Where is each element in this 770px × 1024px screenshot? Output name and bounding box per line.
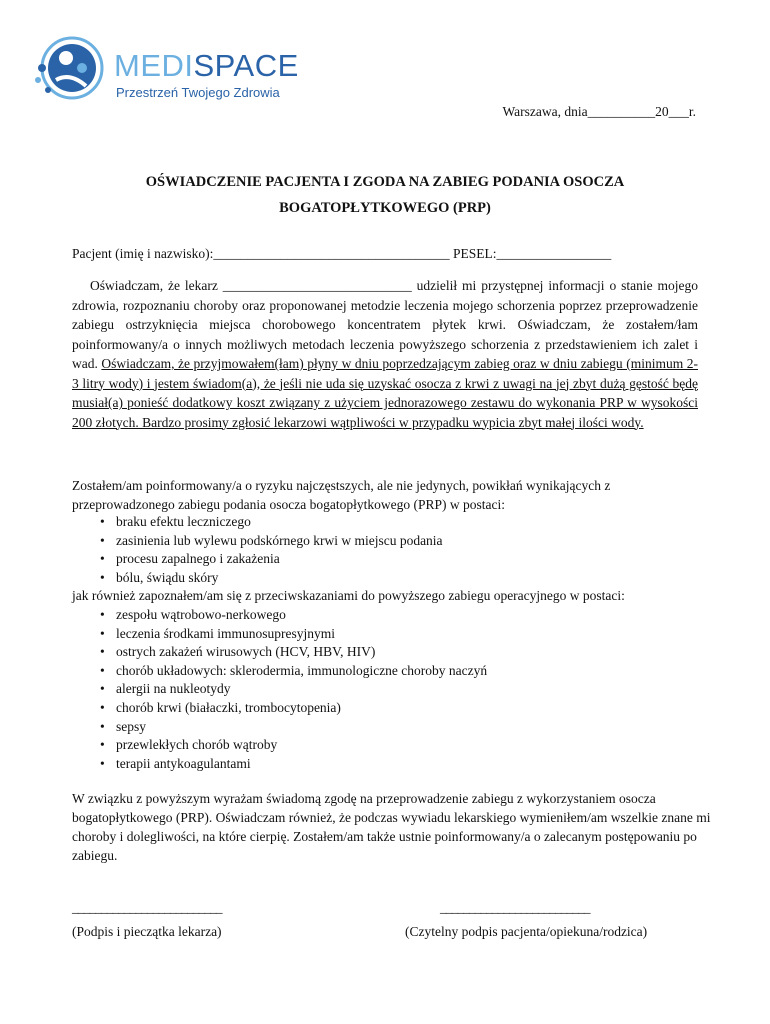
patient-info-line: Pacjent (imię i nazwisko):___________________________________ PESEL:_________________ bbox=[72, 246, 612, 261]
bullet-icon: • bbox=[100, 569, 105, 585]
bullet-icon: • bbox=[100, 551, 105, 567]
bullet-icon: • bbox=[100, 681, 105, 697]
list-item: • zasinienia lub wylewu podskórnego krwi w miejscu podania bbox=[72, 532, 443, 551]
bullet-icon: • bbox=[100, 737, 105, 753]
fluid-intake-statement: Oświadczam, że przyjmowałem(łam) płyny w dniu poprzedzającym zabieg oraz w dniu zabiegu (minimum 2-3 litry wody) i jestem świadom(a), że jeśli nie uda się uzyskać osocza z krwi z uwagi na jej zbyt dużą gęstość będę musiał(a) ponieść dodatkowy koszt związany z użyciem jednorazowego zestawu do wykonania PRP w wysokości 200 złotych. Bardzo prosimy zgłosić lekarzowi wątpliwości w przypadku wypicia zbyt małej ilości wody. bbox=[72, 356, 698, 430]
patient-signature-line: __________________________ bbox=[440, 900, 590, 915]
list-item: • zespołu wątrobowo-nerkowego bbox=[72, 606, 487, 625]
bullet-icon: • bbox=[100, 625, 105, 641]
list-item: • bólu, świądu skóry bbox=[72, 569, 443, 588]
list-item: • terapii antykoagulantami bbox=[72, 755, 487, 774]
brand-name bbox=[114, 50, 299, 81]
bullet-icon: • bbox=[100, 514, 105, 529]
list-item: • sepsy bbox=[72, 718, 487, 737]
bullet-icon: • bbox=[100, 755, 105, 771]
medispace-logo bbox=[30, 28, 299, 108]
list-item: • ostrych zakażeń wirusowych (HCV, HBV, HIV) bbox=[72, 643, 487, 662]
doctor-signature-line: __________________________ bbox=[72, 900, 222, 915]
brand-name-part1: MEDI bbox=[114, 48, 194, 83]
list-item: • braku efektu leczniczego bbox=[72, 513, 443, 532]
brand-name-part2: SPACE bbox=[193, 48, 299, 83]
document-title-line2: BOGATOPŁYTKOWEGO (PRP) bbox=[279, 200, 491, 216]
list-item: • chorób krwi (białaczki, trombocytopenia) bbox=[72, 699, 487, 718]
contraindications-intro: jak również zapoznałem/am się z przeciwskazaniami do powyższego zabiegu operacyjnego w postaci: bbox=[72, 588, 625, 603]
bullet-icon: • bbox=[100, 699, 105, 715]
consent-paragraph: W związku z powyższym wyrażam świadomą zgodę na przeprowadzenie zabiegu z wykorzystaniem osocza bogatopłytkowego (PRP). Oświadczam również, że podczas wywiadu lekarskiego wymieniłem/am wszelkie znane mi choroby i dolegliwości, na które cierpię. Zostałem/am także ustnie poinformowany/a o zalecanym postępowaniu po zabiegu. bbox=[72, 791, 711, 863]
list-item: • procesu zapalnego i zakażenia bbox=[72, 550, 443, 569]
list-item: • przewlekłych chorób wątroby bbox=[72, 736, 487, 755]
bullet-icon: • bbox=[100, 718, 105, 734]
doctor-statement-paragraph bbox=[72, 276, 698, 432]
place-date-line: Warszawa, dnia__________20___r. bbox=[502, 104, 696, 119]
list-item: • leczenia środkami immunosupresyjnymi bbox=[72, 625, 487, 644]
doctor-signature-label: (Podpis i pieczątka lekarza) bbox=[72, 924, 222, 939]
bullet-icon: • bbox=[100, 532, 105, 548]
contraindications-list bbox=[72, 606, 487, 773]
bullet-icon: • bbox=[100, 662, 105, 678]
brand-tagline: Przestrzeń Twojego Zdrowia bbox=[116, 85, 280, 100]
patient-signature-label: (Czytelny podpis pacjenta/opiekuna/rodzica) bbox=[405, 924, 648, 939]
list-item: • alergii na nukleotydy bbox=[72, 680, 487, 699]
document-title-line1: OŚWIADCZENIE PACJENTA I ZGODA NA ZABIEG PODANIA OSOCZA bbox=[145, 174, 625, 190]
medispace-logo-icon bbox=[30, 28, 110, 108]
list-item: • chorób układowych: sklerodermia, immunologiczne choroby naczyń bbox=[72, 662, 487, 681]
bullet-icon: • bbox=[100, 644, 105, 660]
doctor-statement-text: Oświadczam, że lekarz ____________________________ udzielił mi przystępnej informacji o stanie mojego zdrowia, rozpoznaniu choroby oraz proponowanej metodzie leczenia mojego schorzenia poprzez przeprowadzenie zabiegu ostrzyknięcia miejsca chorobowego koncentratem płytek krwi. Oświadczam, że zostałem/łam poinformowany/a o innych możliwych metodach leczenia powyższego schorzenia z przedstawieniem ich zalet i wad. bbox=[72, 278, 698, 371]
risks-list bbox=[72, 513, 443, 587]
risks-intro: Zostałem/am poinformowany/a o ryzyku najczęstszych, ale nie jedynych, powikłań wynikających z przeprowadzonego zabiegu podania osocza bogatopłytkowego (PRP) w postaci: bbox=[72, 478, 611, 512]
bullet-icon: • bbox=[100, 607, 105, 622]
